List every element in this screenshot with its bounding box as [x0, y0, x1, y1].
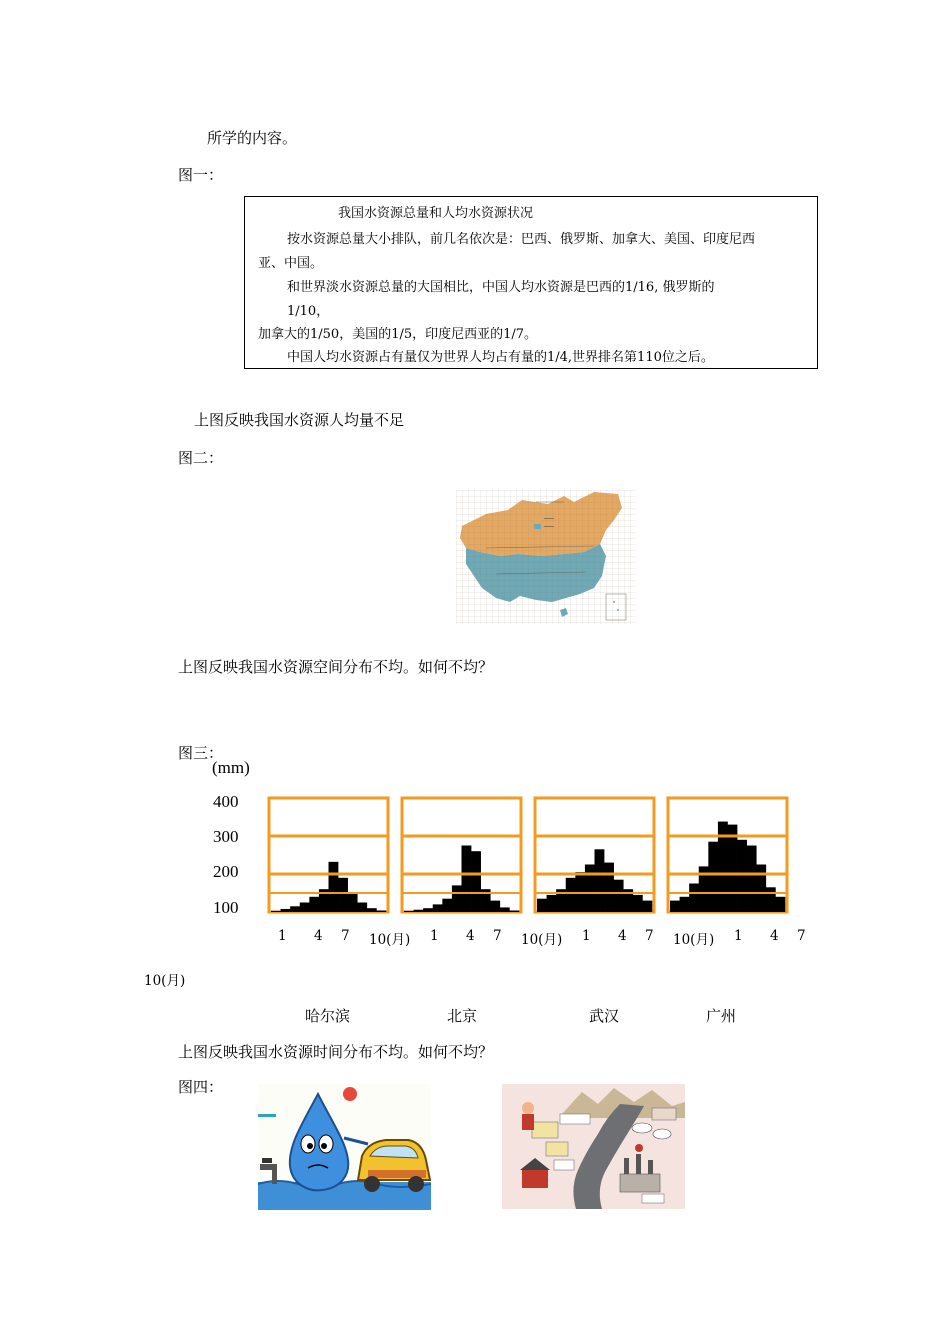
- bar-2-month-2: [414, 910, 424, 912]
- city-label-harbin: 哈尔滨: [305, 1007, 351, 1025]
- bar-1-month-8: [338, 878, 348, 912]
- bar-3-month-7: [595, 849, 605, 912]
- fig1-line-6: 中国人均水资源占有量仅为世界人均占有量的1/4,世界排名第110位之后。: [287, 350, 714, 365]
- bar-3-month-11: [633, 895, 643, 912]
- bar-4-month-12: [775, 897, 785, 912]
- bar-3-month-9: [614, 880, 624, 912]
- rainfall-chart: [266, 792, 798, 918]
- bar-2-month-3: [423, 908, 433, 912]
- bar-1-month-5: [309, 897, 319, 912]
- fig3-caption: 上图反映我国水资源时间分布不均。如何不均？: [178, 1043, 494, 1061]
- bar-4-month-7: [728, 825, 738, 912]
- bar-2-month-1: [404, 911, 414, 912]
- x-tick-4-4: 4: [770, 928, 779, 944]
- x-tick-1-7: 7: [341, 928, 350, 944]
- fig1-textbox: [244, 196, 818, 369]
- bar-3-month-1: [537, 899, 547, 912]
- fig2-caption: 上图反映我国水资源空间分布不均。如何不均？: [178, 658, 494, 676]
- bar-2-month-11: [500, 907, 510, 912]
- city-label-guangzhou: 广州: [706, 1007, 737, 1025]
- x-tick-4-10: 10(月): [144, 973, 186, 989]
- fig1-line-1: 按水资源总量大小排队，前几名依次是：巴西、俄罗斯、加拿大、美国、印度尼西: [287, 232, 756, 247]
- fig1-line-3: 和世界淡水资源总量的大国相比，中国人均水资源是巴西的1/16, 俄罗斯的: [287, 280, 715, 295]
- bar-1-month-7: [329, 862, 339, 912]
- bar-4-month-11: [766, 887, 776, 912]
- bar-2-month-4: [433, 904, 443, 912]
- fig1-box-title: 我国水资源总量和人均水资源状况: [338, 206, 534, 221]
- bar-1-month-4: [300, 903, 310, 913]
- intro-text: 所学的内容。: [207, 129, 298, 147]
- bar-1-month-2: [281, 909, 291, 912]
- fig1-line-5: 加拿大的1/50，美国的1/5，印度尼西亚的1/7。: [258, 327, 538, 342]
- x-tick-4-1: 1: [734, 928, 743, 944]
- y-tick-200: 200: [213, 862, 239, 881]
- x-tick-4-7: 7: [797, 928, 806, 944]
- x-tick-3-10: 10(月): [673, 932, 715, 948]
- bar-3-month-6: [585, 865, 595, 913]
- bar-3-month-8: [604, 863, 614, 912]
- bar-1-month-3: [290, 906, 300, 912]
- x-tick-3-1: 1: [582, 928, 591, 944]
- bar-1-month-12: [376, 910, 386, 912]
- fig1-caption: 上图反映我国水资源人均量不足: [194, 411, 405, 429]
- bar-3-month-2: [547, 895, 557, 912]
- city-label-wuhan: 武汉: [589, 1007, 620, 1025]
- bar-2-month-12: [509, 910, 519, 912]
- fig3-label: 图三：: [178, 744, 224, 762]
- x-tick-1-10: 10(月): [369, 932, 411, 948]
- fig1-line-2: 亚、中国。: [258, 256, 324, 271]
- x-tick-2-1: 1: [430, 928, 439, 944]
- x-tick-3-4: 4: [618, 928, 627, 944]
- bar-1-month-1: [271, 911, 281, 912]
- x-tick-2-7: 7: [493, 928, 502, 944]
- city-label-beijing: 北京: [447, 1007, 478, 1025]
- water-pollution-cartoon-image: [502, 1084, 685, 1209]
- bar-4-month-1: [670, 901, 680, 912]
- y-tick-300: 300: [213, 827, 239, 846]
- bar-2-month-5: [442, 899, 452, 912]
- x-tick-1-4: 4: [314, 928, 323, 944]
- bar-4-month-9: [747, 846, 757, 913]
- fig1-line-4: 1/10，: [287, 304, 330, 319]
- fig1-label: 图一：: [178, 166, 224, 184]
- bar-4-month-5: [708, 842, 718, 912]
- x-tick-2-10: 10(月): [521, 932, 563, 948]
- water-drop-car-cartoon-image: [258, 1084, 431, 1210]
- x-tick-2-4: 4: [466, 928, 475, 944]
- y-tick-400: 400: [213, 792, 239, 811]
- bar-3-month-4: [566, 878, 576, 912]
- bar-2-month-8: [471, 851, 481, 912]
- bar-2-month-6: [452, 885, 462, 912]
- bar-1-month-11: [367, 908, 377, 912]
- bar-4-month-2: [680, 897, 690, 912]
- x-tick-3-7: 7: [645, 928, 654, 944]
- bar-2-month-10: [490, 901, 500, 912]
- china-water-map-image: [456, 490, 636, 624]
- bar-2-month-7: [462, 846, 472, 913]
- bar-1-month-9: [348, 893, 358, 912]
- bar-3-month-12: [642, 901, 652, 912]
- bar-4-month-10: [756, 865, 766, 913]
- bar-4-month-8: [737, 840, 747, 912]
- fig4-label: 图四：: [178, 1078, 224, 1096]
- fig2-label: 图二：: [178, 449, 224, 467]
- bar-4-month-3: [689, 884, 699, 913]
- bar-1-month-10: [357, 903, 367, 913]
- y-axis-unit-label: (mm): [212, 758, 250, 777]
- y-tick-100: 100: [213, 898, 239, 917]
- x-tick-1-1: 1: [278, 928, 287, 944]
